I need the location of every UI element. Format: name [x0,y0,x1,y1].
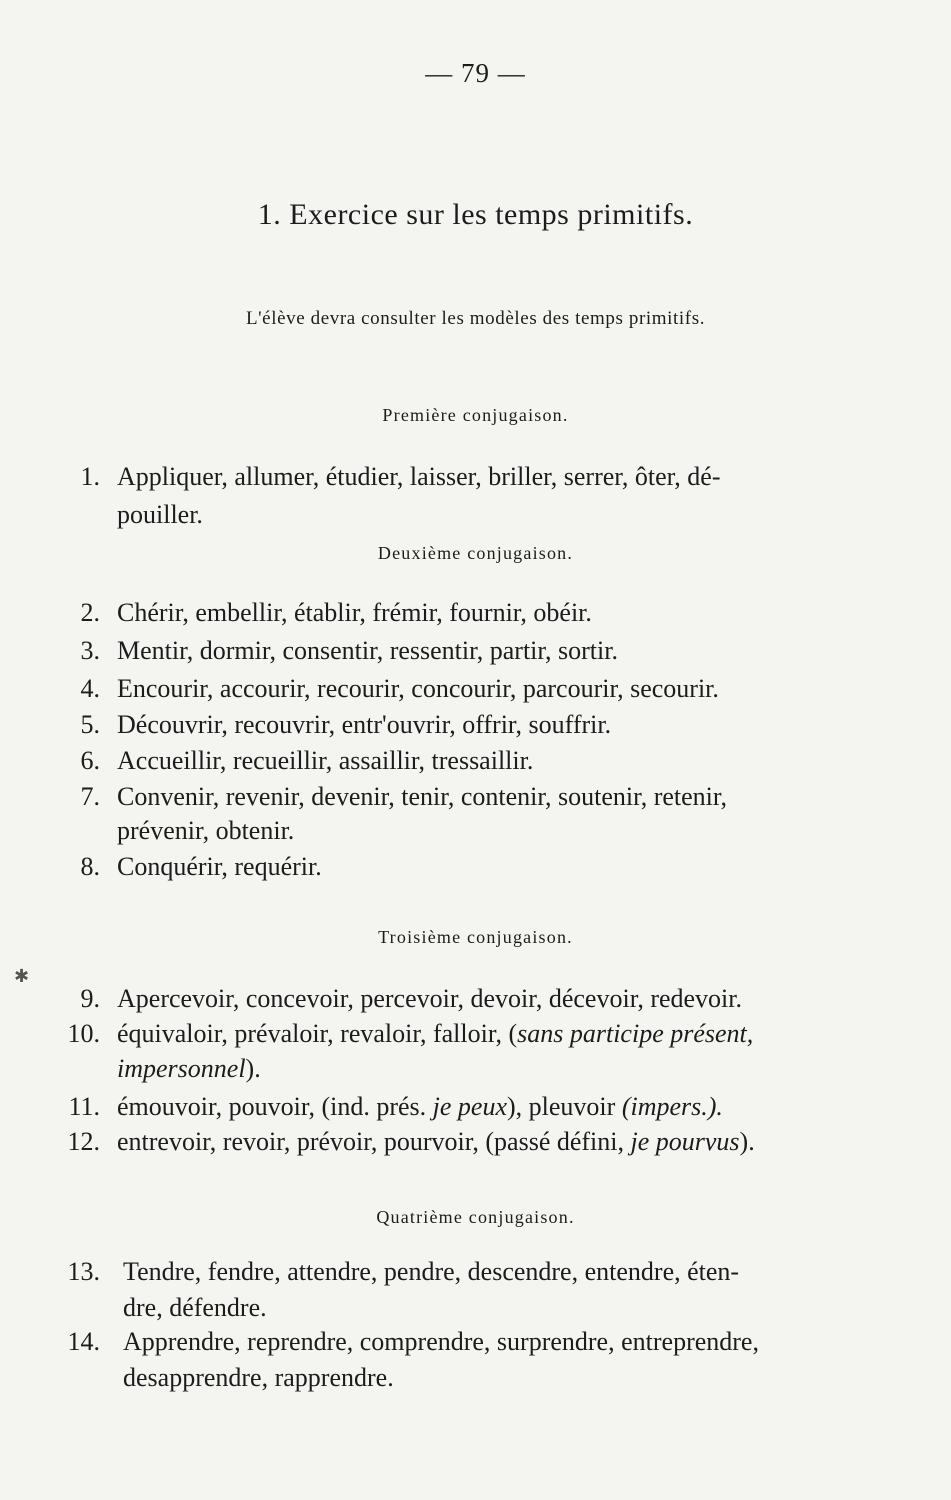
item-text-italic: (impers.). [621,1092,723,1121]
item-text: Convenir, revenir, devenir, tenir, contenir, soutenir, retenir, [117,782,727,811]
item-text: Tendre, fendre, attendre, pendre, descendre, entendre, éten- [123,1257,740,1286]
item-number: 5. [80,710,100,739]
item-text: Appliquer, allumer, étudier, laisser, briller, serrer, ôter, dé- [117,462,721,491]
item-number: 13. [67,1257,100,1286]
item-number: 1. [80,462,100,491]
item-text: Encourir, accourir, recourir, concourir, parcourir, secourir. [117,674,719,703]
item-text-italic: je pourvus [630,1127,740,1156]
exercise-title: 1. Exercice sur les temps primitifs. [257,198,694,231]
item-text: Chérir, embellir, établir, frémir, fournir, obéir. [117,598,592,627]
item-number: 8. [80,852,100,881]
item-number: 9. [80,984,100,1013]
item-text-italic: je peux [432,1092,507,1121]
item-text [117,1127,755,1157]
item-number: 10. [67,1019,100,1048]
item-text-plain: équivaloir, prévaloir, revaloir, falloir, ( [117,1019,518,1048]
item-text-plain: ), pleuvoir [507,1092,622,1121]
page-number: — 79 — [425,58,526,88]
item-text: dre, défendre. [123,1293,267,1322]
item-text: Mentir, dormir, consentir, ressentir, partir, sortir. [117,636,618,665]
item-text-plain: ). [245,1054,261,1083]
item-text-plain: entrevoir, revoir, prévoir, pourvoir, (passé défini, [117,1127,631,1156]
item-number: 12. [67,1127,100,1156]
item-number: 3. [80,636,100,665]
ink-spot: ✱ [14,966,30,986]
item-text-plain: ). [739,1127,755,1156]
item-text: Apprendre, reprendre, comprendre, surprendre, entreprendre, [123,1327,759,1356]
item-text: desapprendre, rapprendre. [123,1363,394,1392]
item-number: 4. [80,674,100,703]
item-text: Accueillir, recueillir, assaillir, tressaillir. [117,746,534,775]
item-text: prévenir, obtenir. [117,816,295,845]
item-number: 7. [80,782,100,811]
item-text-plain: émouvoir, pouvoir, (ind. prés. [117,1092,433,1121]
item-text: Conquérir, requérir. [117,852,322,881]
item-text: pouiller. [117,500,203,529]
item-text: Découvrir, recouvrir, entr'ouvrir, offrir, souffrir. [117,710,612,739]
item-number: 14. [67,1327,100,1356]
item-number: 11. [68,1092,100,1121]
item-text: Apercevoir, concevoir, percevoir, devoir, décevoir, redevoir. [117,984,743,1013]
item-text [117,1054,261,1084]
item-number: 2. [80,598,100,627]
heading-fourth-conjugation: Quatrième conjugaison. [376,1207,575,1227]
item-text-italic: sans participe présent, [517,1019,754,1048]
exercise-instruction: L'élève devra consulter les modèles des temps primitifs. [245,308,706,329]
item-text [117,1092,723,1122]
item-text-italic: impersonnel [117,1054,246,1083]
heading-third-conjugation: Troisième conjugaison. [378,927,573,947]
heading-first-conjugation: Première conjugaison. [382,405,569,425]
item-number: 6. [80,746,100,775]
item-text [117,1019,753,1049]
heading-second-conjugation: Deuxième conjugaison. [377,543,574,563]
